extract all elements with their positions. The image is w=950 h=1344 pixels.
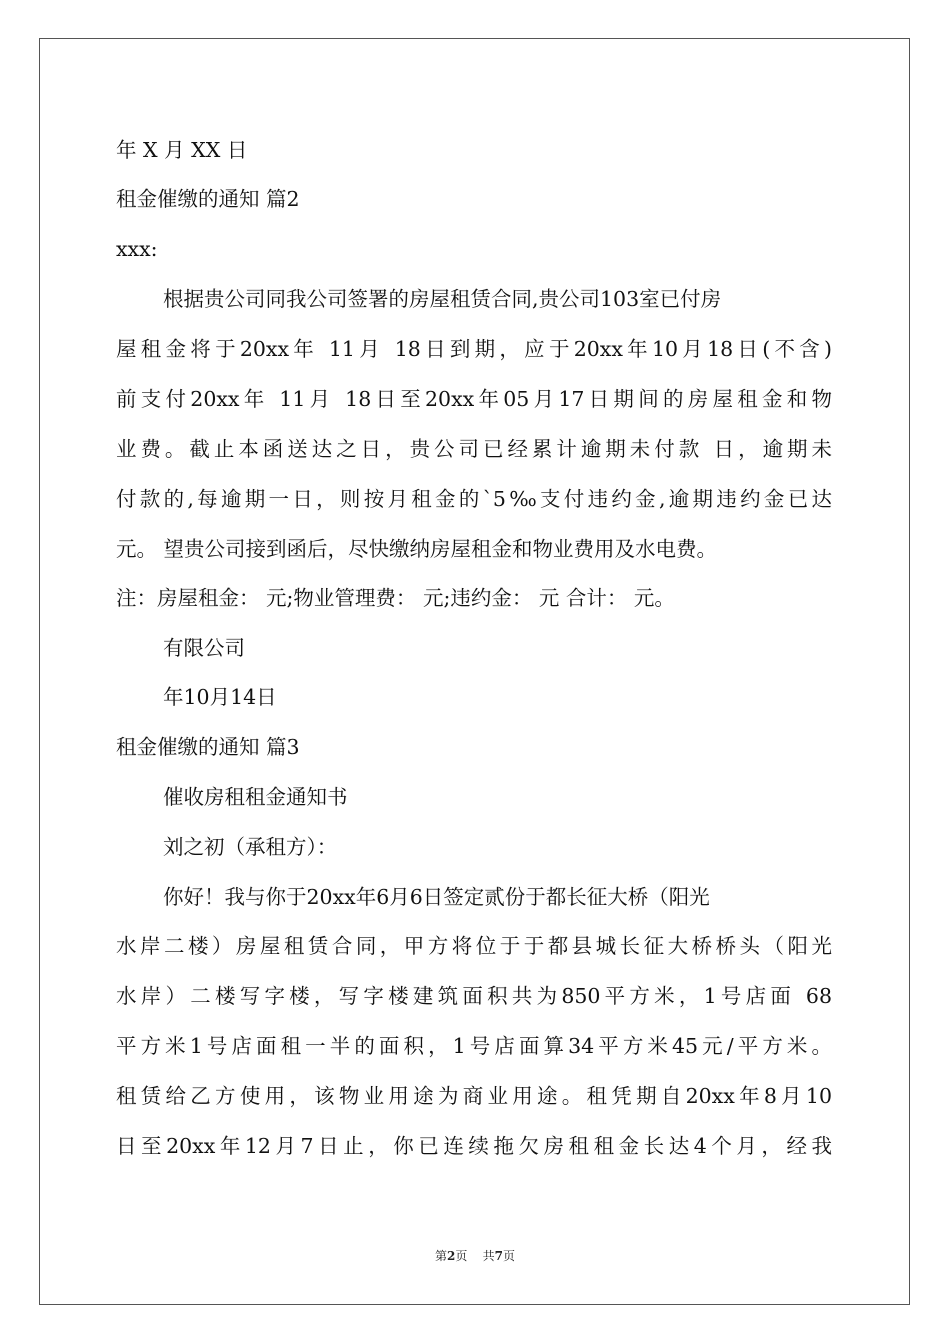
body-line: 业费。截止本函送达之日，贵公司已经累计逾期未付款 日，逾期未	[116, 437, 832, 461]
body-line: 平方米1号店面租一半的面积，1号店面算34平方米45元/平方米。	[116, 1034, 832, 1058]
body-line: 水岸）二楼写字楼，写字楼建筑面积共为850平方米，1号店面 68	[116, 984, 832, 1008]
body-line: 你好！我与你于20xx年6月6日签定贰份于都长征大桥（阳光	[163, 885, 710, 909]
page-number: 2	[446, 1249, 456, 1263]
page-label-suffix: 页	[455, 1249, 468, 1263]
notice-title: 催收房租租金通知书	[163, 785, 348, 809]
company-signature: 有限公司	[163, 636, 245, 660]
total-label: 共	[482, 1249, 495, 1263]
page-footer	[0, 1247, 950, 1264]
signature-date: 年10月14日	[163, 685, 277, 709]
body-line: 水岸二楼）房屋租赁合同，甲方将位于于都县城长征大桥桥头（阳光	[116, 934, 832, 958]
page-border	[39, 38, 910, 1305]
body-line: 屋租金将于20xx年 11月 18日到期，应于20xx年10月18日(不含)	[116, 337, 832, 361]
fee-note: 注：房屋租金： 元;物业管理费： 元;违约金： 元 合计： 元。	[116, 586, 675, 610]
date-line: 年 X 月 XX 日	[116, 138, 248, 162]
body-line: 元。 望贵公司接到函后，尽快缴纳房屋租金和物业费用及水电费。	[116, 537, 718, 561]
body-line: 根据贵公司同我公司签署的房屋租赁合同,贵公司103室已付房	[163, 287, 722, 311]
total-label-suffix: 页	[503, 1249, 516, 1263]
page-label: 第	[434, 1249, 447, 1263]
salutation: xxx:	[116, 237, 158, 261]
body-line: 租赁给乙方使用，该物业用途为商业用途。租凭期自20xx年8月10	[116, 1084, 832, 1108]
body-line: 前支付20xx年 11月 18日至20xx年05月17日期间的房屋租金和物	[116, 387, 832, 411]
section-heading-2: 租金催缴的通知 篇2	[116, 187, 300, 211]
section-heading-3: 租金催缴的通知 篇3	[116, 735, 300, 759]
total-pages: 7	[494, 1249, 503, 1263]
body-line: 付款的,每逾期一日，则按月租金的`5‰支付违约金,逾期违约金已达	[116, 487, 832, 511]
body-line: 日至20xx年12月7日止，你已连续拖欠房租租金长达4个月，经我	[116, 1134, 832, 1158]
addressee: 刘之初（承租方）：	[163, 835, 338, 859]
